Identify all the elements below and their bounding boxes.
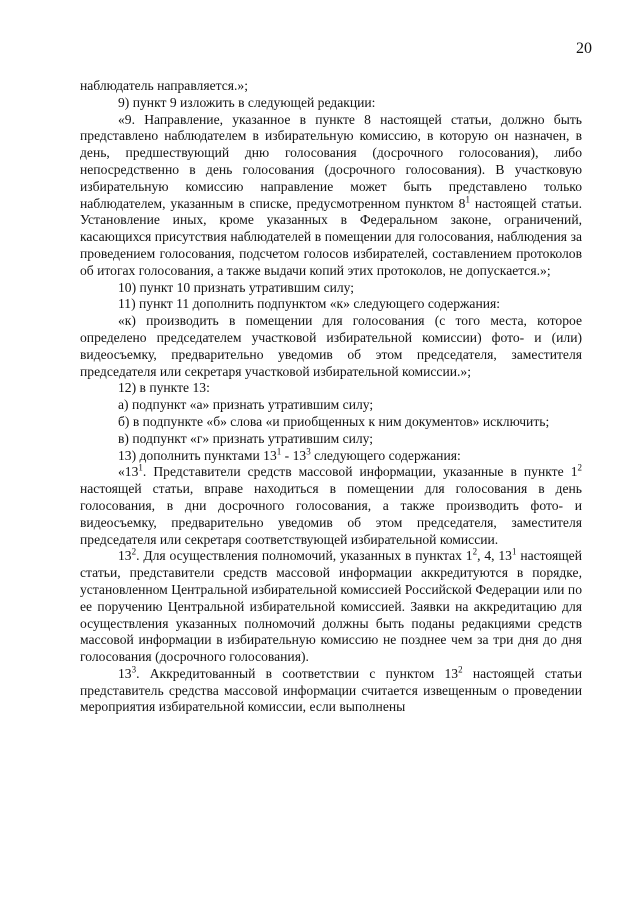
superscript: 1 bbox=[465, 194, 470, 205]
paragraph-text: . Аккредитованный в соответствии с пунктом 13 bbox=[136, 665, 459, 681]
superscript: 2 bbox=[131, 546, 137, 557]
paragraph-text: а) подпункт «а» признать утратившим силу; bbox=[118, 397, 374, 413]
paragraph-text: следующего содержания: bbox=[310, 447, 461, 463]
paragraph bbox=[80, 397, 582, 414]
paragraph-text: настоящей статьи, вправе находиться в помещении для голосования в день голосования, в дни досрочного голосования, а также производить фото- и видеосъемку, предварительно уведомив об этом председателя, заместителя председателя или секретаря соответствующей избирательной комиссии. bbox=[80, 481, 582, 547]
paragraph bbox=[80, 666, 582, 716]
paragraph-text: настоящей статьи представитель средства массовой информации считается извещенным о проведении мероприятия избирательной комиссии, если выполнены bbox=[80, 665, 582, 715]
paragraph bbox=[80, 280, 582, 297]
paragraph bbox=[80, 464, 582, 548]
paragraph bbox=[80, 296, 582, 313]
paragraph-text: наблюдатель направляется.»; bbox=[80, 78, 248, 93]
paragraph-text: «13 bbox=[118, 464, 139, 480]
paragraph bbox=[80, 414, 582, 431]
paragraph bbox=[80, 431, 582, 448]
superscript: 2 bbox=[472, 546, 478, 557]
paragraph-text: 9) пункт 9 изложить в следующей редакции: bbox=[118, 94, 376, 110]
paragraph-text: 10) пункт 10 признать утратившим силу; bbox=[118, 279, 355, 295]
paragraph bbox=[80, 112, 582, 280]
paragraph bbox=[80, 95, 582, 112]
paragraph-text: настоящей статьи, представители средств массовой информации аккредитуются в порядке, установленном Центральной избирательной комиссией Российской Федерации или по ее поручению Центральной избирательной комиссией. Заявки на аккредитацию для осуществления указанных полномочий должны быть поданы редакциями средств массовой информации в избирательную комиссию не позднее чем за три дня до дня голосования (досрочного голосования). bbox=[80, 548, 582, 665]
paragraph-text: , 4, 13 bbox=[477, 548, 512, 564]
paragraph bbox=[80, 78, 582, 95]
paragraph bbox=[80, 548, 582, 666]
document-body bbox=[80, 78, 582, 716]
paragraph-text: . Для осуществления полномочий, указанных в пунктах 1 bbox=[136, 548, 473, 564]
paragraph-text: б) в подпункте «б» слова «и приобщенных к ним документов» исключить; bbox=[118, 413, 550, 429]
paragraph-text: 13 bbox=[118, 665, 132, 681]
superscript: 1 bbox=[138, 462, 143, 473]
paragraph-text: . Представители средств массовой информации, указанные в пункте 1 bbox=[142, 464, 578, 480]
superscript: 2 bbox=[458, 664, 463, 675]
paragraph bbox=[80, 448, 582, 465]
paragraph-text: «9. Направление, указанное в пункте 8 настоящей статьи, должно быть представлено наблюдателем в избирательную комиссию, в которую он назначен, в день, предшествующий дню голосования (досрочного голосования), либо непосредственно в день голосования (досрочного голосования). В участковую избирательную комиссию направление может быть представлено только наблюдателем, указанным в списке, предусмотренном пунктом 8 bbox=[80, 111, 582, 211]
paragraph-text: - 13 bbox=[281, 447, 307, 463]
superscript: 1 bbox=[276, 446, 282, 456]
paragraph-text: «к) производить в помещении для голосования (с того места, которое определено председателем участковой избирательной комиссии) фото- и (или) видеосъемку, предварительно уведомив об этом председателя, заместителя председателя или секретаря участковой избирательной комиссии.»; bbox=[80, 313, 582, 379]
paragraph-text: в) подпункт «г» признать утратившим силу; bbox=[118, 430, 374, 446]
page-number: 20 bbox=[576, 40, 592, 57]
paragraph bbox=[80, 380, 582, 397]
superscript: 2 bbox=[577, 462, 582, 473]
paragraph-text: 12) в пункте 13: bbox=[118, 380, 210, 396]
superscript: 3 bbox=[306, 446, 311, 456]
paragraph-text: 13 bbox=[118, 548, 132, 564]
paragraph-text: 11) пункт 11 дополнить подпунктом «к» следующего содержания: bbox=[118, 296, 501, 312]
superscript: 1 bbox=[511, 546, 517, 557]
paragraph bbox=[80, 313, 582, 380]
paragraph-text: настоящей статьи. Установление иных, кроме указанных в Федеральном законе, ограничений, касающихся присутствия наблюдателей в помещении для голосования, наблюдения за проведением голосования, подсчетом голосов избирателей, составлением протоколов об итогах голосования, а также выдачи копий этих протоколов, не допускается.»; bbox=[80, 195, 582, 278]
superscript: 3 bbox=[131, 664, 137, 675]
paragraph-text: 13) дополнить пунктами 13 bbox=[118, 447, 277, 463]
